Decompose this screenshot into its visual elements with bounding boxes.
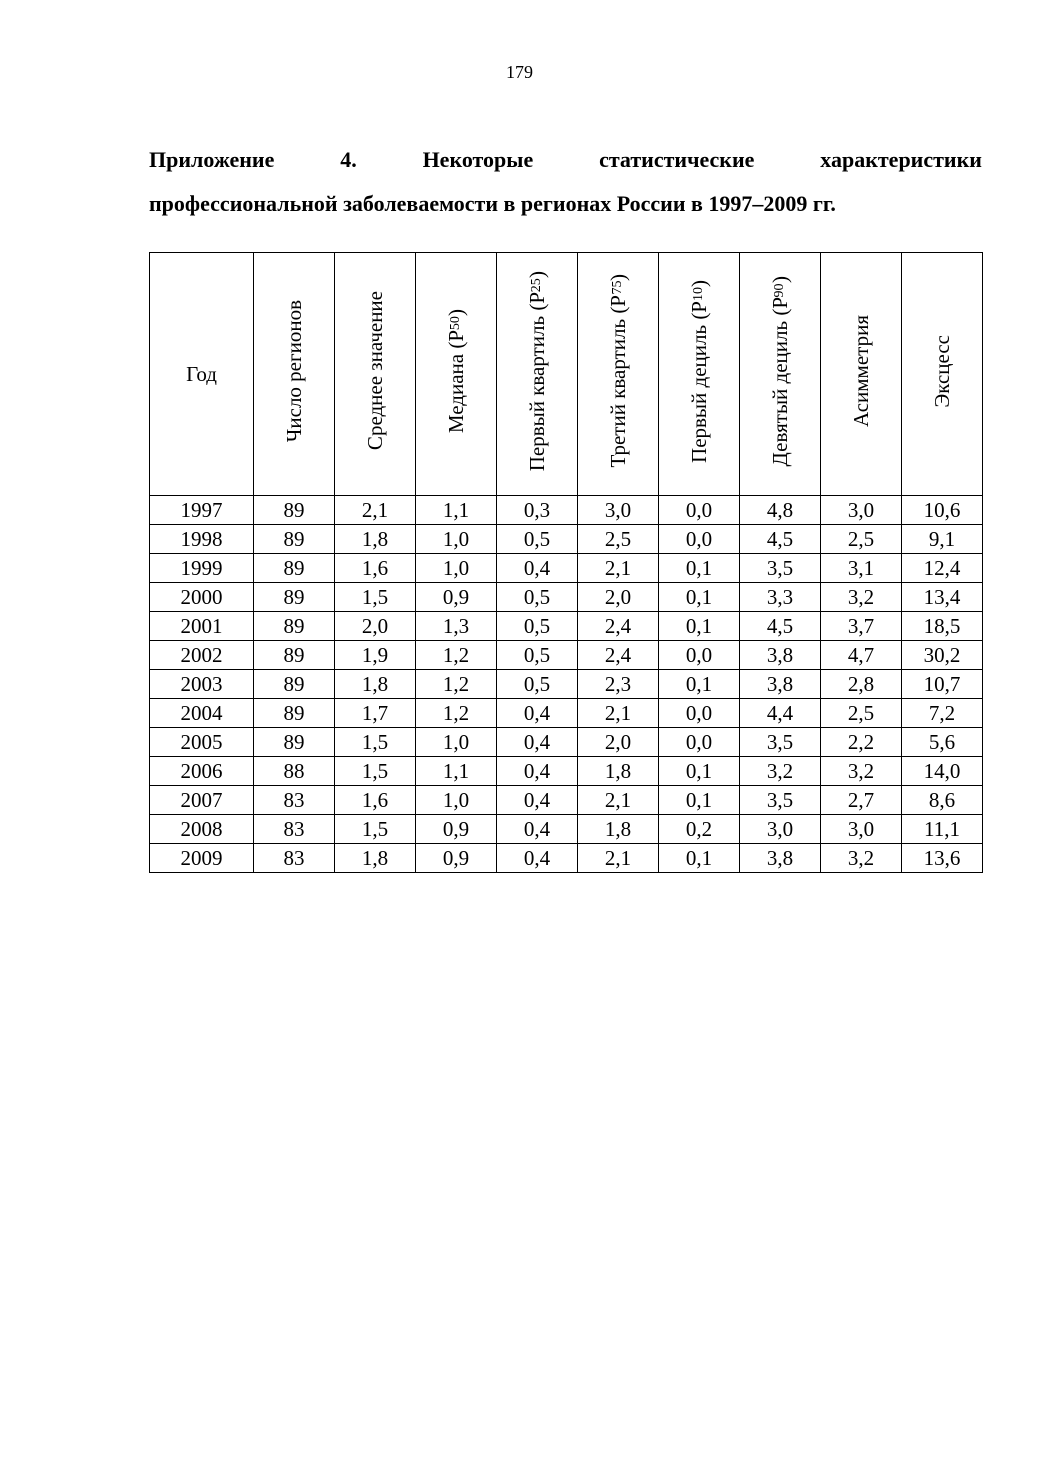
table-cell: 1,5 xyxy=(335,757,416,786)
table-row xyxy=(150,496,983,525)
table-cell: 4,7 xyxy=(821,641,902,670)
table-cell: 2,0 xyxy=(578,728,659,757)
table-cell: 5,6 xyxy=(902,728,983,757)
table-cell: 2,1 xyxy=(578,844,659,873)
table-cell: 0,0 xyxy=(659,728,740,757)
table-cell: 2,1 xyxy=(578,699,659,728)
year-cell: 2005 xyxy=(150,728,254,757)
table-cell: 3,7 xyxy=(821,612,902,641)
table-row xyxy=(150,786,983,815)
table-cell: 1,2 xyxy=(416,699,497,728)
table-row xyxy=(150,728,983,757)
table-cell: 3,0 xyxy=(740,815,821,844)
table-row xyxy=(150,525,983,554)
table-cell: 2,1 xyxy=(335,496,416,525)
table-row xyxy=(150,815,983,844)
table-cell: 3,0 xyxy=(821,496,902,525)
header-median: Медиана (P50) xyxy=(416,253,497,496)
year-cell: 1999 xyxy=(150,554,254,583)
year-cell: 2009 xyxy=(150,844,254,873)
year-cell: 1997 xyxy=(150,496,254,525)
table-cell: 2,5 xyxy=(578,525,659,554)
table-cell: 3,2 xyxy=(821,583,902,612)
table-cell: 0,0 xyxy=(659,525,740,554)
table-cell: 2,2 xyxy=(821,728,902,757)
table-cell: 89 xyxy=(254,699,335,728)
table-cell: 3,1 xyxy=(821,554,902,583)
table-cell: 0,1 xyxy=(659,844,740,873)
table-cell: 89 xyxy=(254,583,335,612)
table-row xyxy=(150,699,983,728)
table-cell: 8,6 xyxy=(902,786,983,815)
table-row xyxy=(150,554,983,583)
table-cell: 83 xyxy=(254,815,335,844)
table-cell: 3,8 xyxy=(740,670,821,699)
table-cell: 2,5 xyxy=(821,525,902,554)
table-cell: 0,1 xyxy=(659,670,740,699)
year-cell: 2002 xyxy=(150,641,254,670)
table-cell: 4,4 xyxy=(740,699,821,728)
title-word: статистические xyxy=(599,147,755,172)
table-cell: 3,8 xyxy=(740,641,821,670)
year-cell: 2007 xyxy=(150,786,254,815)
table-cell: 3,2 xyxy=(821,844,902,873)
table-cell: 12,4 xyxy=(902,554,983,583)
table-cell: 1,2 xyxy=(416,641,497,670)
table-cell: 89 xyxy=(254,612,335,641)
header-kurtosis: Эксцесс xyxy=(902,253,983,496)
table-cell: 1,5 xyxy=(335,583,416,612)
year-cell: 2008 xyxy=(150,815,254,844)
table-cell: 0,1 xyxy=(659,612,740,641)
header-ninth-decile: Девятый дециль (P90) xyxy=(740,253,821,496)
header-third-quartile: Третий квартиль (P75) xyxy=(578,253,659,496)
table-cell: 0,9 xyxy=(416,844,497,873)
table-cell: 0,9 xyxy=(416,583,497,612)
table-cell: 3,5 xyxy=(740,554,821,583)
year-cell: 1998 xyxy=(150,525,254,554)
table-cell: 0,5 xyxy=(497,612,578,641)
table-cell: 0,4 xyxy=(497,757,578,786)
table-cell: 3,5 xyxy=(740,728,821,757)
table-cell: 3,2 xyxy=(821,757,902,786)
table-cell: 1,0 xyxy=(416,554,497,583)
title-word: Некоторые xyxy=(422,147,534,172)
table-cell: 1,1 xyxy=(416,496,497,525)
table-cell: 1,0 xyxy=(416,728,497,757)
header-region-count: Число регионов xyxy=(254,253,335,496)
table-cell: 83 xyxy=(254,844,335,873)
table-cell: 89 xyxy=(254,496,335,525)
year-cell: 2000 xyxy=(150,583,254,612)
table-cell: 0,5 xyxy=(497,525,578,554)
table-cell: 1,8 xyxy=(578,757,659,786)
title-word: характеристики xyxy=(820,147,982,172)
table-cell: 2,0 xyxy=(335,612,416,641)
table-row xyxy=(150,844,983,873)
table-cell: 1,3 xyxy=(416,612,497,641)
table-row xyxy=(150,757,983,786)
table-cell: 10,7 xyxy=(902,670,983,699)
table-cell: 2,1 xyxy=(578,554,659,583)
table-row xyxy=(150,670,983,699)
table-cell: 18,5 xyxy=(902,612,983,641)
appendix-title xyxy=(149,138,982,226)
header-mean: Среднее значение xyxy=(335,253,416,496)
table-cell: 3,0 xyxy=(578,496,659,525)
year-cell: 2006 xyxy=(150,757,254,786)
table-cell: 1,0 xyxy=(416,786,497,815)
table-cell: 0,0 xyxy=(659,496,740,525)
header-row xyxy=(150,253,983,496)
table-cell: 2,5 xyxy=(821,699,902,728)
table-cell: 4,5 xyxy=(740,612,821,641)
page-number: 179 xyxy=(506,62,533,82)
table-cell: 2,1 xyxy=(578,786,659,815)
table-cell: 3,8 xyxy=(740,844,821,873)
table-row xyxy=(150,583,983,612)
table-cell: 1,8 xyxy=(335,844,416,873)
statistics-table xyxy=(149,252,983,873)
table-cell: 2,3 xyxy=(578,670,659,699)
table-cell: 14,0 xyxy=(902,757,983,786)
table-cell: 89 xyxy=(254,525,335,554)
table-cell: 0,4 xyxy=(497,554,578,583)
year-cell: 2003 xyxy=(150,670,254,699)
table-cell: 89 xyxy=(254,554,335,583)
header-first-decile: Первый дециль (P10) xyxy=(659,253,740,496)
table-cell: 2,0 xyxy=(578,583,659,612)
table-row xyxy=(150,641,983,670)
table-header xyxy=(150,253,983,496)
table-cell: 2,8 xyxy=(821,670,902,699)
table-cell: 89 xyxy=(254,670,335,699)
table-cell: 30,2 xyxy=(902,641,983,670)
table-cell: 1,6 xyxy=(335,554,416,583)
table-cell: 1,2 xyxy=(416,670,497,699)
table-cell: 13,6 xyxy=(902,844,983,873)
table-cell: 0,4 xyxy=(497,786,578,815)
table-cell: 11,1 xyxy=(902,815,983,844)
table-cell: 1,0 xyxy=(416,525,497,554)
table-cell: 0,4 xyxy=(497,844,578,873)
table-cell: 0,1 xyxy=(659,583,740,612)
table-cell: 89 xyxy=(254,641,335,670)
table-cell: 1,6 xyxy=(335,786,416,815)
table-cell: 0,2 xyxy=(659,815,740,844)
title-line-2: профессиональной заболеваемости в регионах России в 1997–2009 гг. xyxy=(149,191,836,216)
title-line-1 xyxy=(149,138,982,182)
header-skewness: Асимметрия xyxy=(821,253,902,496)
table-cell: 0,5 xyxy=(497,641,578,670)
table-cell: 0,1 xyxy=(659,554,740,583)
table-cell: 2,7 xyxy=(821,786,902,815)
table-cell: 3,2 xyxy=(740,757,821,786)
table-cell: 0,4 xyxy=(497,815,578,844)
table-row xyxy=(150,612,983,641)
table-cell: 7,2 xyxy=(902,699,983,728)
table-cell: 1,1 xyxy=(416,757,497,786)
table-cell: 1,9 xyxy=(335,641,416,670)
table-cell: 0,5 xyxy=(497,670,578,699)
table-cell: 1,8 xyxy=(335,670,416,699)
table-cell: 1,8 xyxy=(578,815,659,844)
table-cell: 89 xyxy=(254,728,335,757)
table-cell: 0,0 xyxy=(659,641,740,670)
table-cell: 0,5 xyxy=(497,583,578,612)
table-cell: 88 xyxy=(254,757,335,786)
table-cell: 0,9 xyxy=(416,815,497,844)
title-word: Приложение xyxy=(149,147,275,172)
table-body xyxy=(150,496,983,873)
year-cell: 2004 xyxy=(150,699,254,728)
header-first-quartile: Первый квартиль (P25) xyxy=(497,253,578,496)
table-cell: 0,1 xyxy=(659,786,740,815)
table-cell: 3,5 xyxy=(740,786,821,815)
table-cell: 0,3 xyxy=(497,496,578,525)
table-cell: 9,1 xyxy=(902,525,983,554)
table-cell: 1,7 xyxy=(335,699,416,728)
header-year: Год xyxy=(150,253,254,496)
table-cell: 0,4 xyxy=(497,699,578,728)
table-cell: 4,8 xyxy=(740,496,821,525)
table-cell: 1,5 xyxy=(335,728,416,757)
table-cell: 3,3 xyxy=(740,583,821,612)
table-cell: 4,5 xyxy=(740,525,821,554)
table-cell: 1,8 xyxy=(335,525,416,554)
table-cell: 0,0 xyxy=(659,699,740,728)
table-cell: 0,4 xyxy=(497,728,578,757)
year-cell: 2001 xyxy=(150,612,254,641)
table-cell: 2,4 xyxy=(578,612,659,641)
table-cell: 2,4 xyxy=(578,641,659,670)
table-cell: 1,5 xyxy=(335,815,416,844)
table-cell: 3,0 xyxy=(821,815,902,844)
table-cell: 0,1 xyxy=(659,757,740,786)
table-cell: 83 xyxy=(254,786,335,815)
table-cell: 13,4 xyxy=(902,583,983,612)
title-word: 4. xyxy=(340,147,357,172)
table-cell: 10,6 xyxy=(902,496,983,525)
